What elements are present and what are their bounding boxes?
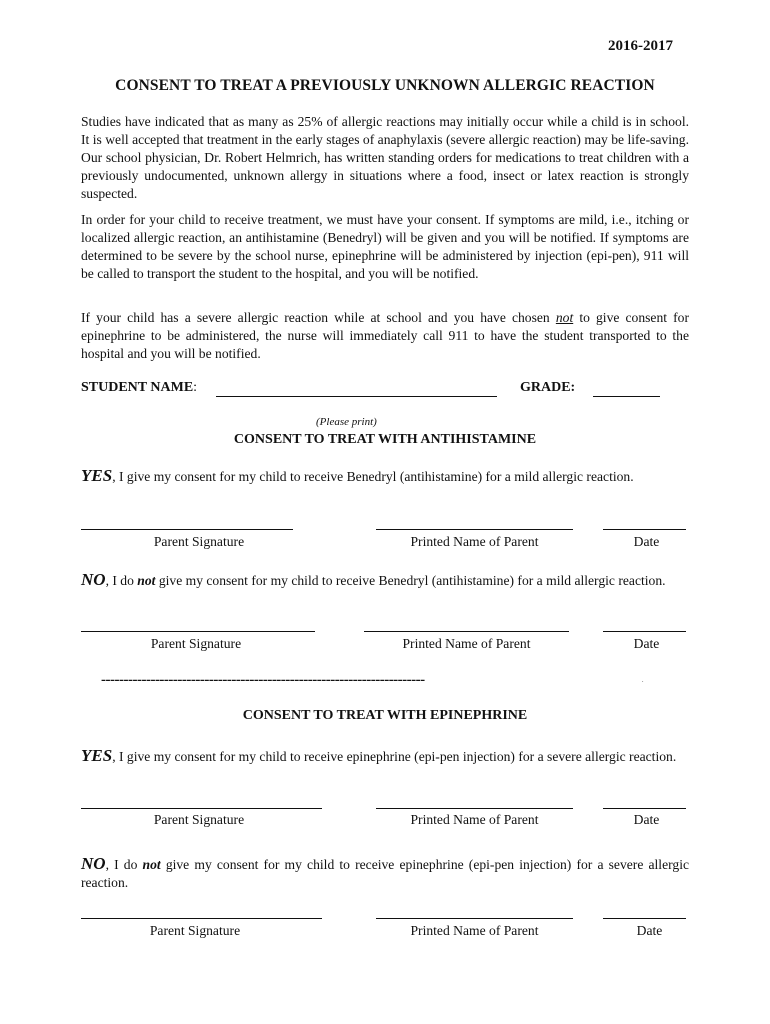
epinephrine-no-statement: NO, I do not give my consent for my child to receive epinephrine (epi-pen injection) for a severe allergic reaction. <box>81 854 690 890</box>
parent-signature-label: Parent Signature <box>153 534 245 549</box>
printed-name-label: Printed Name of Parent <box>410 923 539 938</box>
student-name-label: STUDENT NAME: <box>81 380 198 395</box>
printed-name-label: Printed Name of Parent <box>402 636 531 651</box>
p3-emphasis: not <box>555 310 574 325</box>
antihistamine-no-printed-name-line[interactable] <box>364 631 569 632</box>
no-consent-paragraph <box>81 309 689 363</box>
date-label: Date <box>636 923 663 938</box>
epinephrine-yes-date-line[interactable] <box>603 808 686 809</box>
cut-line-separator: ------------------------------------------------------------------------ <box>101 672 425 688</box>
form-title: CONSENT TO TREAT A PREVIOUSLY UNKNOWN ALLERGIC REACTION <box>115 77 655 94</box>
separator-dot: . <box>642 678 644 684</box>
date-label: Date <box>633 636 660 651</box>
date-label: Date <box>633 812 660 827</box>
printed-name-label: Printed Name of Parent <box>410 812 539 827</box>
epinephrine-no-date-line[interactable] <box>603 918 686 919</box>
epinephrine-heading: CONSENT TO TREAT WITH EPINEPHRINE <box>242 708 528 723</box>
epinephrine-yes-printed-name-line[interactable] <box>376 808 573 809</box>
printed-name-label: Printed Name of Parent <box>410 534 539 549</box>
grade-field[interactable] <box>593 396 660 397</box>
yes-word: YES <box>81 746 113 765</box>
antihistamine-yes-date-line[interactable] <box>603 529 686 530</box>
epinephrine-no-signature-line[interactable] <box>81 918 322 919</box>
antihistamine-no-signature-line[interactable] <box>81 631 315 632</box>
epinephrine-yes-statement: YES, I give my consent for my child to receive epinephrine (epi-pen injection) for a severe allergic reaction. <box>81 746 677 765</box>
parent-signature-label: Parent Signature <box>150 636 242 651</box>
p3-text-before: If your child has a severe allergic reaction while at school and you have chosen <box>81 310 556 325</box>
antihistamine-yes-signature-line[interactable] <box>81 529 293 530</box>
antihistamine-no-statement: NO, I do not give my consent for my child to receive Benedryl (antihistamine) for a mild allergic reaction. <box>81 570 666 589</box>
parent-signature-label: Parent Signature <box>149 923 241 938</box>
student-name-field[interactable] <box>216 396 497 397</box>
antihistamine-yes-statement: YES, I give my consent for my child to receive Benedryl (antihistamine) for a mild allergic reaction. <box>81 466 634 485</box>
no-word: NO <box>81 570 106 589</box>
antihistamine-no-date-line[interactable] <box>603 631 686 632</box>
antihistamine-yes-printed-name-line[interactable] <box>376 529 573 530</box>
epinephrine-yes-signature-line[interactable] <box>81 808 322 809</box>
grade-label: GRADE: <box>520 380 576 395</box>
parent-signature-label: Parent Signature <box>153 812 245 827</box>
treatment-paragraph: In order for your child to receive treatment, we must have your consent. If symptoms are mild, i.e., itching or localized allergic reaction, an antihistamine (Benedryl) will be given and you will be notified. If symptoms are determined to be severe by the school nurse, epinephrine will be administered by injection (epi-pen), 911 will be called to transport the student to the hospital, and you will be notified. <box>81 212 689 281</box>
antihistamine-heading: CONSENT TO TREAT WITH ANTIHISTAMINE <box>233 432 537 447</box>
intro-paragraph: Studies have indicated that as many as 25% of allergic reactions may initially occur while a child is in school. It is well accepted that treatment in the early stages of anaphylaxis (severe allergic reaction) may be life-saving. Our school physician, Dr. Robert Helmrich, has written standing orders for medications to treat children with a previously undocumented, unknown allergy in situations where a food, insect or latex reaction is strongly suspected. <box>81 114 689 201</box>
p3-text-after: to give consent for epinephrine to be administered, the nurse will immediately call 911 to have the student transported to the hospital and you will be notified. <box>81 310 689 361</box>
please-print-note: (Please print) <box>316 416 377 428</box>
date-label: Date <box>633 534 660 549</box>
epinephrine-no-printed-name-line[interactable] <box>376 918 573 919</box>
no-word: NO <box>81 854 106 873</box>
yes-word: YES <box>81 466 113 485</box>
school-year: 2016-2017 <box>608 38 673 54</box>
